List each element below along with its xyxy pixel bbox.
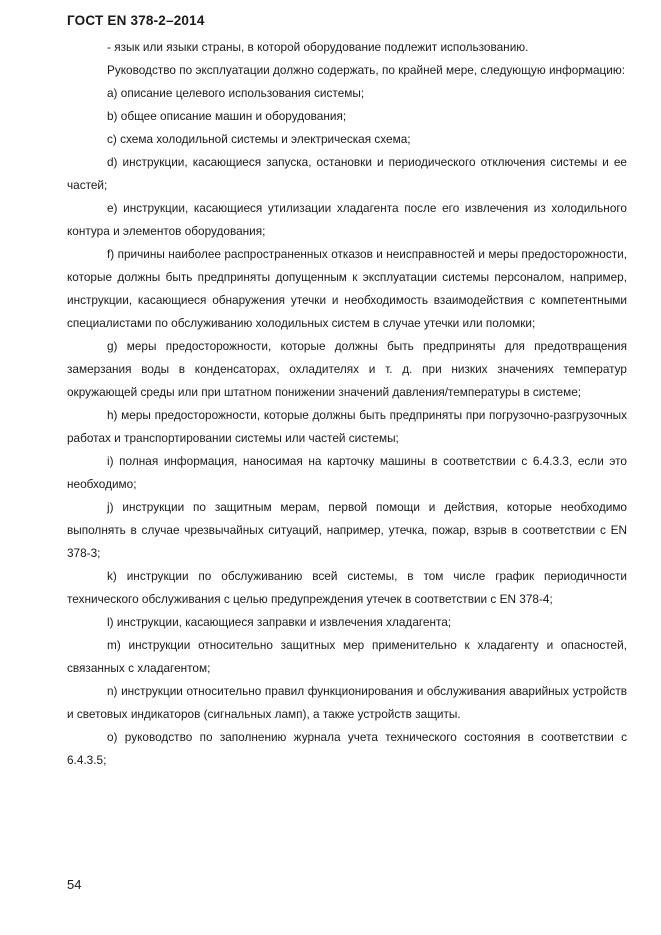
list-item-d: d) инструкции, касающиеся запуска, остановки и периодического отключения системы и ее частей; [67,155,627,192]
page-number: 54 [67,877,82,892]
list-item-o: o) руководство по заполнению журнала учета технического состояния в соответствии с 6.4.3.5; [67,730,627,767]
list-item-l: l) инструкции, касающиеся заправки и извлечения хладагента; [107,615,452,629]
list-item-n: n) инструкции относительно правил функционирования и обслуживания аварийных устройств и световых индикаторов (сигнальных ламп), а также устройств защиты. [67,684,627,721]
paragraph-language: - язык или языки страны, в которой оборудование подлежит использованию. [107,40,529,54]
list-item-m: m) инструкции относительно защитных мер применительно к хладагенту и опасностей, связанных с хладагентом; [67,638,627,675]
list-item-i: i) полная информация, наносимая на карточку машины в соответствии с 6.4.3.3, если это необходимо; [67,454,627,491]
body-text [67,36,627,772]
list-item-c: c) схема холодильной системы и электрическая схема; [107,132,411,146]
document-title: ГОСТ EN 378-2–2014 [67,13,205,28]
list-item-a: a) описание целевого использования системы; [107,86,365,100]
list-item-b: b) общее описание машин и оборудования; [107,109,347,123]
list-item-j: j) инструкции по защитным мерам, первой помощи и действия, которые необходимо выполнять в случае чрезвычайных ситуаций, например, утечка, пожар, взрыв в соответствии с EN 378-3; [67,500,627,560]
paragraph-manual-intro: Руководство по эксплуатации должно содержать, по крайней мере, следующую информацию: [107,63,626,77]
list-item-k: k) инструкции по обслуживанию всей системы, в том числе график периодичности технического обслуживания с целью предупреждения утечек в соответствии с EN 378-4; [67,569,627,606]
list-item-g: g) меры предосторожности, которые должны быть предприняты для предотвращения замерзания воды в конденсаторах, охладителях и т. д. при низких значениях температур окружающей среды или при штатном понижении значений давления/температуры в системе; [67,339,627,399]
list-item-h: h) меры предосторожности, которые должны быть предприняты при погрузочно-разгрузочных работах и транспортировании системы или частей системы; [67,408,627,445]
list-item-e: e) инструкции, касающиеся утилизации хладагента после его извлечения из холодильного контура и элементов оборудования; [67,201,627,238]
list-item-f: f) причины наиболее распространенных отказов и неисправностей и меры предосторожности, которые должны быть предприняты допущенным к эксплуатации системы персоналом, например, инструкции, касающиеся обнаружения утечки и необходимость взаимодействия с компетентными специалистами по обслуживанию холодильных систем в случае утечки или поломки; [67,247,627,330]
